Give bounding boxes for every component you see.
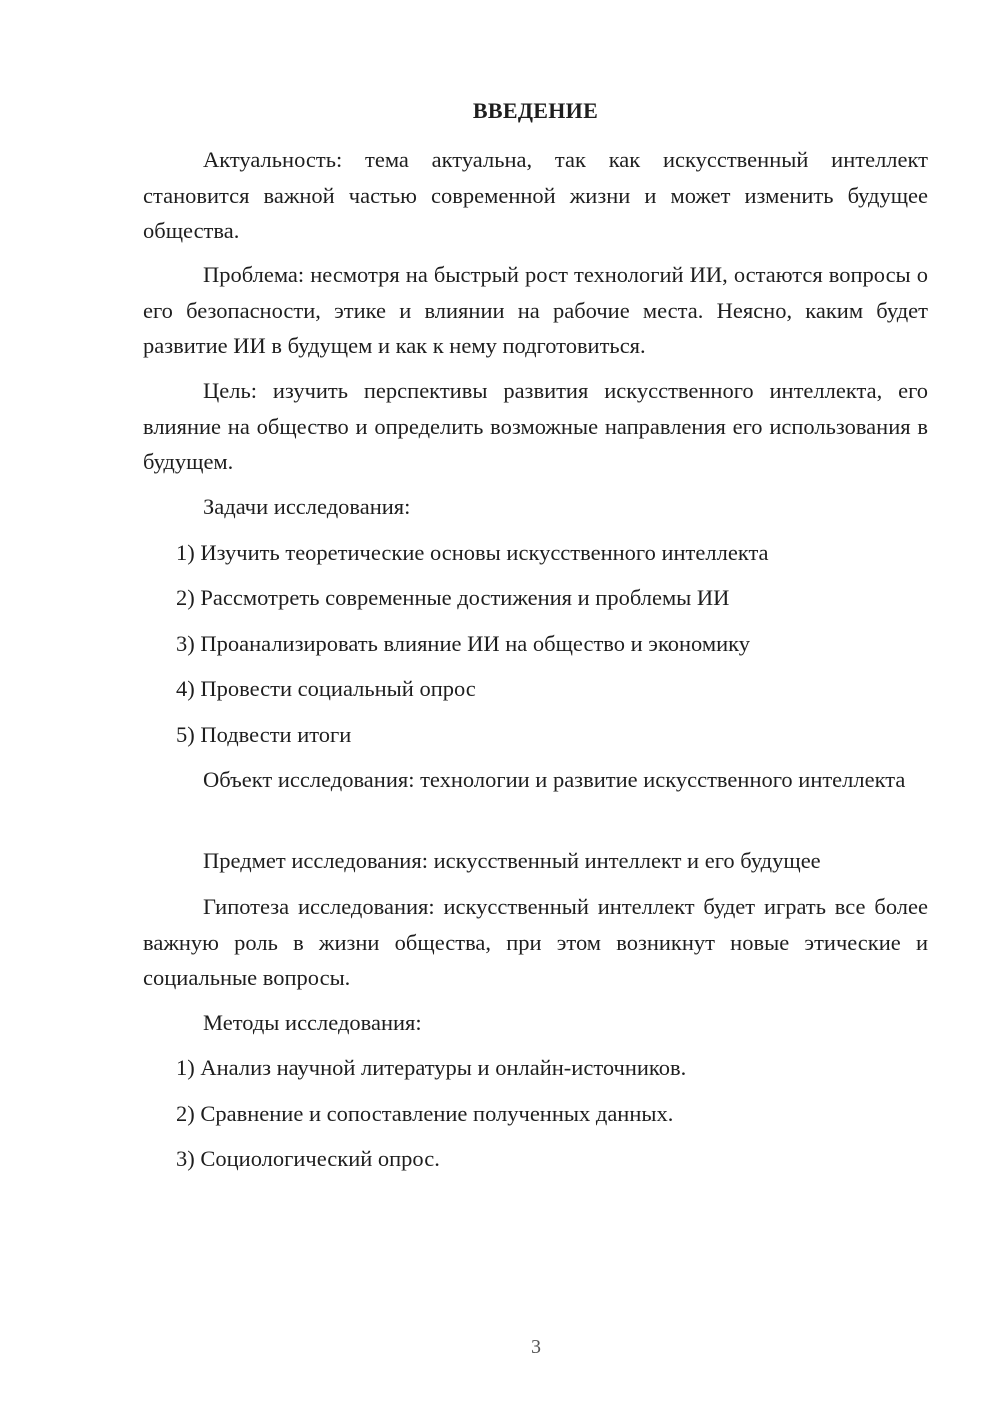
- page-title: ВВЕДЕНИЕ: [472, 98, 599, 123]
- task-item: 5) Подвести итоги: [176, 722, 352, 747]
- page-number: 3: [531, 1336, 541, 1358]
- object-paragraph: Объект исследования: технологии и развитие искусственного интеллекта: [203, 767, 906, 792]
- methods-heading: Методы исследования:: [203, 1010, 422, 1035]
- relevance-paragraph: Актуальность: тема актуальна, так как искусственный интеллект становится важной частью современной жизни и может изменить будущее общества.: [143, 147, 928, 243]
- task-item: 2) Рассмотреть современные достижения и проблемы ИИ: [176, 585, 730, 610]
- task-item: 1) Изучить теоретические основы искусственного интеллекта: [176, 540, 769, 565]
- goal-paragraph: Цель: изучить перспективы развития искусственного интеллекта, его влияние на общество и определить возможные направления его использования в будущем.: [143, 378, 928, 474]
- problem-paragraph: Проблема: несмотря на быстрый рост технологий ИИ, остаются вопросы о его безопасности, этике и влиянии на рабочие места. Неясно, каким будет развитие ИИ в будущем и как к нему подготовиться.: [143, 262, 928, 358]
- method-item: 3) Социологический опрос.: [176, 1146, 440, 1171]
- method-item: 1) Анализ научной литературы и онлайн-источников.: [176, 1055, 687, 1080]
- method-item: 2) Сравнение и сопоставление полученных данных.: [176, 1101, 674, 1126]
- tasks-heading: Задачи исследования:: [203, 494, 411, 519]
- task-item: 4) Провести социальный опрос: [176, 676, 476, 701]
- hypothesis-paragraph: Гипотеза исследования: искусственный интеллект будет играть все более важную роль в жизни общества, при этом возникнут новые этические и социальные вопросы.: [143, 894, 928, 990]
- subject-paragraph: Предмет исследования: искусственный интеллект и его будущее: [203, 848, 821, 873]
- task-item: 3) Проанализировать влияние ИИ на общество и экономику: [176, 631, 750, 656]
